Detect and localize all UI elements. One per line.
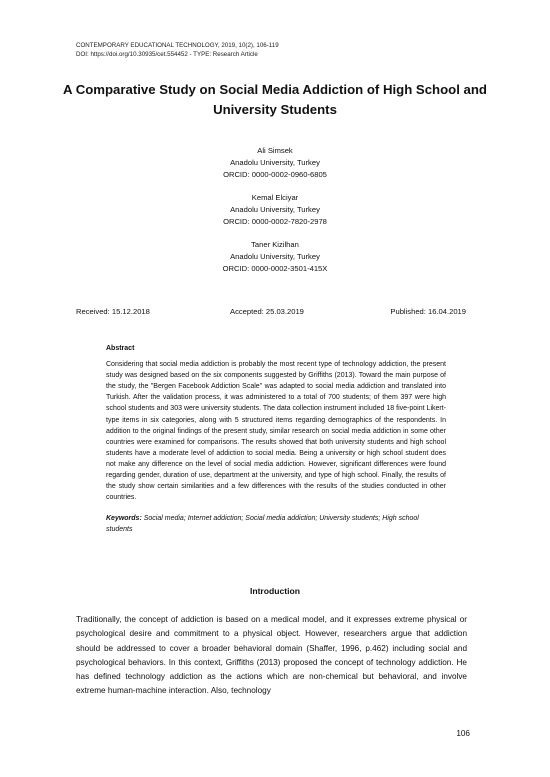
keywords <box>106 513 446 535</box>
author-affiliation: Anadolu University, Turkey <box>230 158 320 167</box>
introduction-body: Traditionally, the concept of addiction is based on a medical model, and it expresses extreme physical or psychological desire and commitment to a physical object. However, researchers argue that addiction should be addressed to cover a broader behavioral domain (Shaffer, 1996, p.462) including social and psychological behaviors. In this context, Griffiths (2013) proposed the concept of technology addiction. He has defined technology addiction as the actions which are non-chemical but behavioral, and involve extreme human-machine interaction. Also, technology <box>76 615 467 696</box>
author-block <box>100 145 450 181</box>
page-number: 106 <box>456 729 470 738</box>
published-date: Published: 16.04.2019 <box>390 307 466 316</box>
abstract-section <box>106 343 446 536</box>
author-list <box>100 145 450 286</box>
author-orcid: ORCID: 0000-0002-0960-6805 <box>223 170 327 179</box>
author-name: Taner Kizilhan <box>251 240 299 249</box>
author-orcid: ORCID: 0000-0002-3501-415X <box>222 264 328 273</box>
received-date: Received: 15.12.2018 <box>76 307 150 316</box>
author-name: Ali Simsek <box>257 146 293 155</box>
journal-header <box>76 41 496 59</box>
accepted-date: Accepted: 25.03.2019 <box>230 307 304 316</box>
author-block <box>100 192 450 228</box>
abstract-heading: Abstract <box>106 345 135 352</box>
author-orcid: ORCID: 0000-0002-7820-2978 <box>223 217 327 226</box>
publication-dates <box>76 306 466 318</box>
introduction-heading: Introduction <box>249 586 301 596</box>
author-affiliation: Anadolu University, Turkey <box>230 205 320 214</box>
author-name: Kemal Elciyar <box>251 193 299 202</box>
abstract-body: Considering that social media addiction is probably the most recent type of technology addiction, the present study was designed based on the six components suggested by Griffiths (2013). Toward the main purpose of the study, the "Bergen Facebook Addiction Scale" was adapted to social media addiction and translated into Turkish. After the validation process, it was administered to a total of 700 students; of them 397 were high school students and 303 were university students. The data collection instrument included 18 five-point Likert-type items in six categories, along with 5 structured items regarding demographics of the respondents. In addition to the original findings of the present study, similar research on social media addiction in some other countries were examined for comparisons. The results showed that both university students and high school students have a moderate level of addiction to social media. Being a university or high school student does not make any difference on the level of social media addiction. However, significant differences were found regarding gender, duration of use, department at the university, and type of high school. Finally, the results of the study show certain similarities and a few differences with the results of the studies conducted in other countries. <box>106 361 446 502</box>
journal-citation: CONTEMPORARY EDUCATIONAL TECHNOLOGY, 2019, 10(2), 106-119 <box>76 42 279 49</box>
doi-line: DOI: https://doi.org/10.30935/cet.554452 - TYPE: Research Article <box>76 51 258 58</box>
paper-title: A Comparative Study on Social Media Addiction of High School and University Students <box>63 82 487 117</box>
author-block <box>100 239 450 275</box>
keywords-list: Social media; Internet addiction; Social media addiction; University students; High school students <box>106 515 419 534</box>
author-affiliation: Anadolu University, Turkey <box>230 252 320 261</box>
keywords-label: Keywords: <box>106 515 142 523</box>
